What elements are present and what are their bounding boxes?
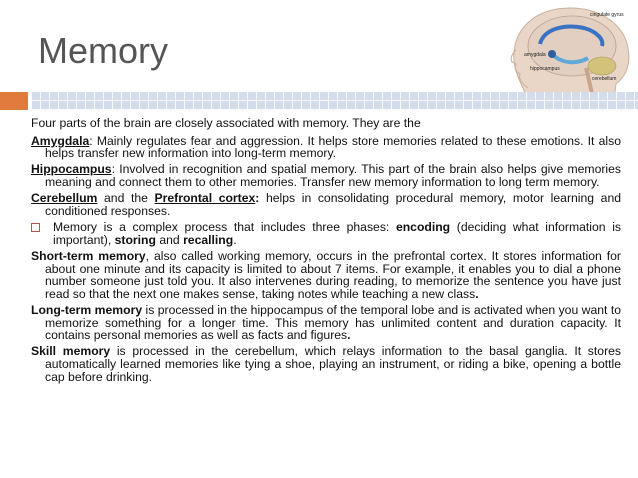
memory-process-bullet (31, 221, 621, 246)
cerebellum-label: cerebellum (592, 76, 617, 82)
hippocampus-label: hippocampus (530, 66, 560, 72)
long-term-term: Long-term memory (31, 303, 143, 318)
skill-memory-text: is processed in the cerebellum, which relays information to the basal ganglia. It stores automatically learned memories like tying a shoe, playing an instrument, or riding a bike, opening a bottle cap before drinking. (45, 344, 621, 384)
cerebellum-text: helps in consolidating procedural memory, motor learning and conditioned responses. (45, 191, 621, 218)
process-post: . (233, 232, 237, 247)
skill-memory-paragraph (31, 345, 621, 383)
hippocampus-text: : Involved in recognition and spatial memory. This part of the brain also helps give memories meaning and connect them to other memories. Transfer new memory information to long term memory. (45, 162, 621, 189)
long-term-paragraph (31, 304, 621, 342)
cerebellum-paragraph (31, 192, 621, 217)
cingulate-gyrus-label: cingulate gyrus (590, 12, 624, 18)
intro-paragraph: Four parts of the brain are closely associated with memory. They are the (31, 116, 421, 130)
cerebellum-shape (588, 57, 616, 75)
divider-grid-band (31, 92, 638, 110)
slide-body (31, 117, 621, 387)
cerebellum-term: Cerebellum (31, 191, 98, 206)
short-term-end: . (475, 286, 479, 301)
process-mid1: (deciding what information is important), (53, 219, 621, 247)
brain-illustration (508, 4, 634, 102)
long-term-end: . (347, 328, 351, 343)
process-pre: Memory is a complex process that includes three phases: (53, 219, 396, 234)
bullet-box-icon (31, 223, 40, 232)
storing-term: storing (114, 232, 156, 247)
slide-title: Memory (38, 30, 169, 71)
short-term-paragraph (31, 250, 621, 300)
short-term-term: Short-term memory (31, 249, 146, 264)
amygdala-label: amygdala (524, 52, 546, 58)
encoding-term: encoding (395, 219, 451, 234)
prefrontal-colon: : (255, 191, 260, 206)
skill-memory-term: Skill memory (31, 344, 111, 359)
cerebellum-connector: and the (97, 191, 155, 206)
short-term-text: , also called working memory, occurs in the prefrontal cortex. It stores information for about one minute and its capacity is limited to about 7 items. For example, it enables you to dial a phone number someone just told you. It also intervenes during reading, to memorize the sentence you have just read so that the next one makes sense, taking notes while teaching a new class (45, 249, 621, 301)
prefrontal-cortex-term: Prefrontal cortex (154, 191, 256, 206)
recalling-term: recalling (183, 232, 234, 247)
title-divider (0, 92, 638, 110)
divider-accent-block (0, 92, 28, 110)
amygdala-text: : Mainly regulates fear and aggression. It helps store memories related to these emotions. It also helps transfer new information into long-term memory. (45, 133, 621, 161)
hippocampus-term: Hippocampus (31, 162, 112, 177)
amygdala-shape (548, 50, 556, 58)
hippocampus-paragraph (31, 163, 621, 188)
long-term-text: is processed in the hippocampus of the temporal lobe and is activated when you want to memorize something for a longer time. This memory has unlimited content and duration capacity. It contains personal memories as well as facts and figures (45, 303, 621, 343)
amygdala-paragraph (31, 135, 621, 160)
amygdala-term: Amygdala (31, 133, 90, 148)
process-mid2: and (155, 232, 184, 247)
